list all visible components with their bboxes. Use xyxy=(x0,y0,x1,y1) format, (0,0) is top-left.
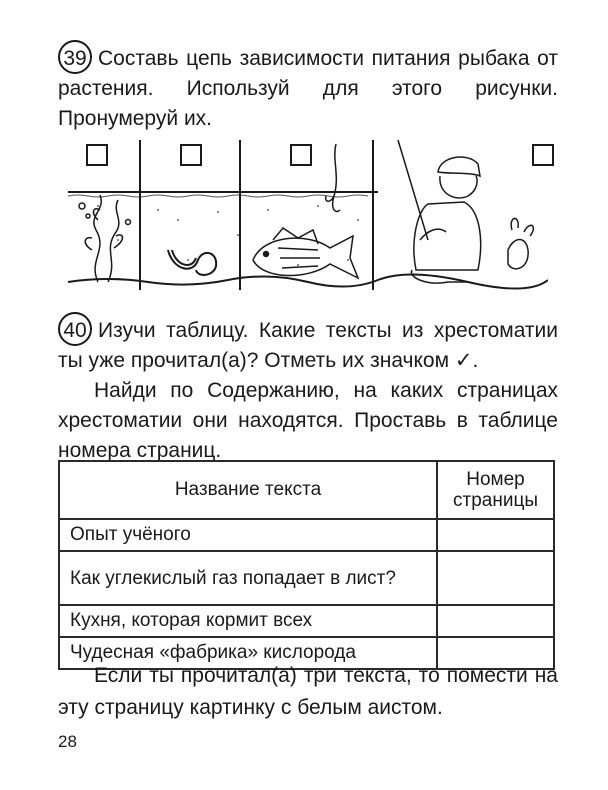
text-title-cell: Опыт учёного xyxy=(59,519,437,551)
page-number-cell[interactable] xyxy=(437,519,554,551)
task-40 xyxy=(58,316,558,466)
fisherman-picture xyxy=(398,140,533,283)
table-row xyxy=(59,551,554,605)
task-39-text: 39 Составь цепь зависимости питания рыбака от растения. Используй для этого рисунки. Пронумеруй их. xyxy=(58,44,558,134)
table-row xyxy=(59,519,554,551)
page-number-cell[interactable] xyxy=(437,551,554,605)
number-box-fisherman[interactable] xyxy=(532,144,554,166)
number-box-plant[interactable] xyxy=(86,144,108,166)
number-box-fish[interactable] xyxy=(290,144,312,166)
text-title-cell: Кухня, которая кормит всех xyxy=(59,605,437,637)
text-title-cell: Чудесная «фабрика» кислорода xyxy=(59,637,437,669)
table-header-row xyxy=(59,461,554,519)
worm-picture xyxy=(168,250,216,275)
text-title-cell: Как углекислый газ попадает в лист? xyxy=(59,551,437,605)
task-40-text-2: Найди по Содержанию, на каких страницах хрестоматии они находятся. Проставь в таблице номера страниц. xyxy=(58,379,558,463)
task-39 xyxy=(58,44,558,134)
number-box-worm[interactable] xyxy=(180,144,202,166)
header-page-number: Номер страницы xyxy=(437,461,554,519)
plant-picture xyxy=(79,195,131,282)
page-number-cell[interactable] xyxy=(437,605,554,637)
food-chain-illustration xyxy=(68,140,548,290)
task-40-text-1: 40 Изучи таблицу. Какие тексты из хрестоматии ты уже прочитал(а)? Отметь их значком ✓. xyxy=(58,316,558,376)
closing-text: Если ты прочитал(а) три текста, то помести на эту страницу картинку с белым аистом. xyxy=(58,664,558,719)
table-row xyxy=(59,605,554,637)
task-number-39: 39 xyxy=(58,40,92,74)
task-number-40: 40 xyxy=(58,312,92,346)
texts-table xyxy=(58,460,555,670)
page-number: 28 xyxy=(58,732,77,751)
header-text-name: Название текста xyxy=(59,461,437,519)
